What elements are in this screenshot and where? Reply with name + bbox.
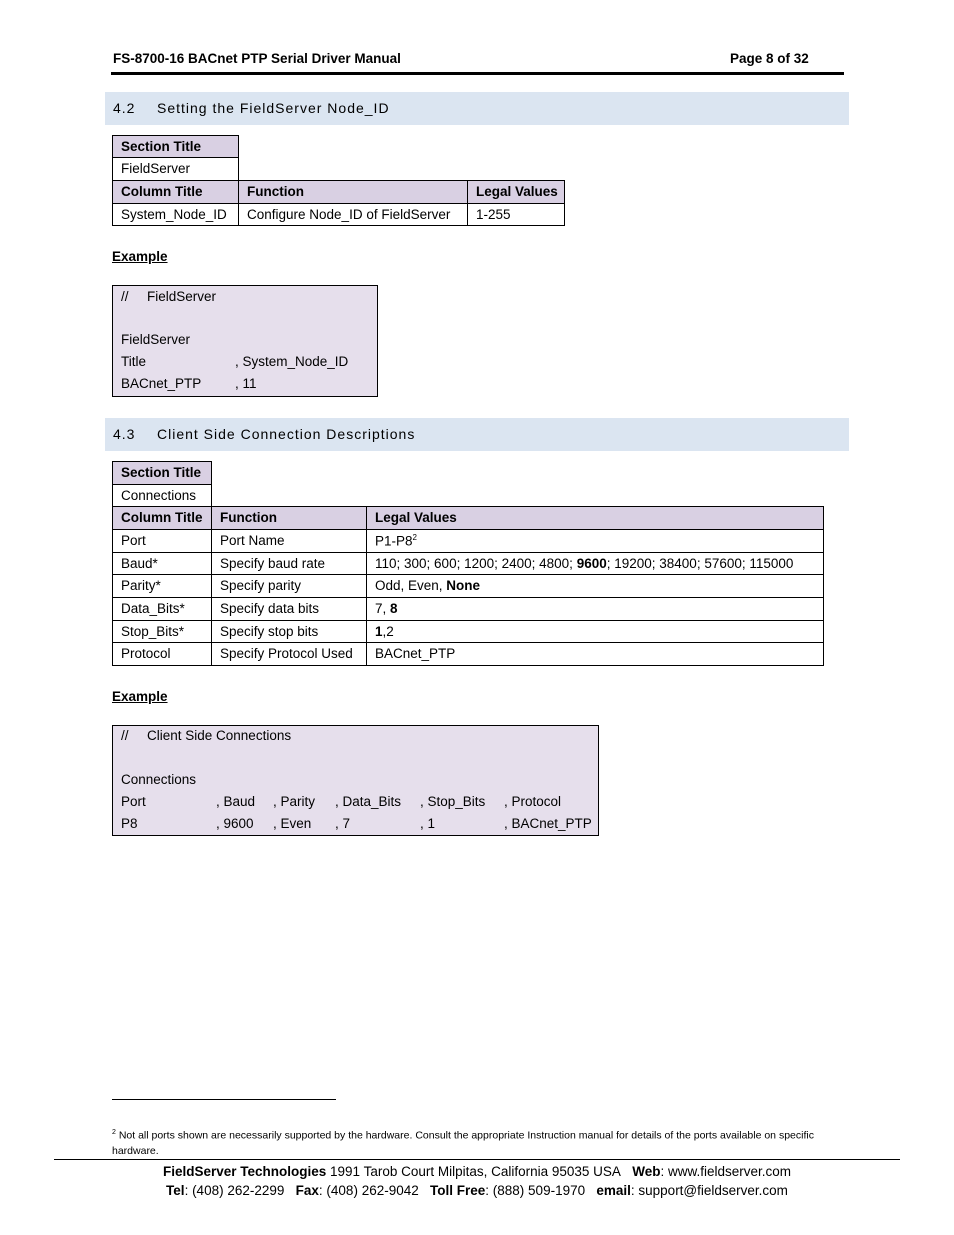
table-header-cell: Section Title xyxy=(112,135,239,158)
legal-value: 7, xyxy=(375,601,391,616)
company-address: 1991 Tarob Court Milpitas, California 95035 USA xyxy=(326,1164,621,1179)
section-number: 4.2 xyxy=(113,100,136,116)
code-comment: Client Side Connections xyxy=(147,728,292,743)
section-heading-4-3 xyxy=(105,418,849,451)
table-header-cell: Legal Values xyxy=(467,180,565,204)
table-cell: Connections xyxy=(112,484,212,507)
table-cell: 1-255 xyxy=(467,203,565,226)
footnote-text: Not all ports shown are necessarily supported by the hardware. Consult the appropriate Instruction manual for details of the ports available on specific hardware. xyxy=(112,1129,814,1157)
code-value: , Even xyxy=(273,816,312,831)
table-header-cell: Column Title xyxy=(112,506,212,530)
code-field: , System_Node_ID xyxy=(235,354,349,369)
tollfree-value: : (888) 509-1970 xyxy=(485,1183,586,1198)
table-cell: Baud* xyxy=(112,552,212,575)
page-number: Page 8 of 32 xyxy=(730,51,809,66)
code-value: , 9600 xyxy=(216,816,254,831)
example-label: Example xyxy=(112,249,168,264)
table-cell xyxy=(366,597,824,621)
code-field: , Baud xyxy=(216,794,256,809)
legal-value: Odd, Even, xyxy=(375,578,447,593)
fax-value: : (408) 262-9042 xyxy=(318,1183,419,1198)
code-comment: FieldServer xyxy=(147,289,217,304)
table-cell: Parity* xyxy=(112,574,212,598)
section-heading-4-2 xyxy=(105,92,849,125)
legal-value: 110; 300; 600; 1200; 2400; 4800; xyxy=(375,556,577,571)
table-header-cell: Section Title xyxy=(112,461,212,485)
code-example-box xyxy=(112,725,599,836)
table-cell: FieldServer xyxy=(112,157,239,181)
table-cell: Specify data bits xyxy=(211,597,367,621)
code-field: Title xyxy=(121,354,147,369)
code-field: , Parity xyxy=(273,794,316,809)
footnote-mark: 2 xyxy=(112,1129,116,1136)
tel-value: : (408) 262-2299 xyxy=(184,1183,285,1198)
table-cell: Specify stop bits xyxy=(211,620,367,643)
table-cell: Protocol xyxy=(112,642,212,666)
section-title: Setting the FieldServer Node_ID xyxy=(157,100,390,116)
table-cell: System_Node_ID xyxy=(112,203,239,226)
table-cell: Configure Node_ID of FieldServer xyxy=(238,203,468,226)
table-header-cell: Function xyxy=(238,180,468,204)
default-value: None xyxy=(446,578,481,593)
code-field: , Protocol xyxy=(504,794,562,809)
table-cell xyxy=(366,529,824,553)
web-label: Web xyxy=(632,1164,661,1179)
tollfree-label: Toll Free xyxy=(430,1183,486,1198)
code-field: , Stop_Bits xyxy=(420,794,486,809)
legal-value: ; 19200; 38400; 57600; 115000 xyxy=(606,556,794,571)
code-block-name: Connections xyxy=(121,772,197,787)
code-field: , Data_Bits xyxy=(335,794,402,809)
table-cell: Specify parity xyxy=(211,574,367,598)
code-block-name: FieldServer xyxy=(121,332,191,347)
legal-value: ,2 xyxy=(382,624,394,639)
code-example-box xyxy=(112,285,378,397)
document-title: FS-8700-16 BACnet PTP Serial Driver Manual xyxy=(113,51,401,66)
table-cell xyxy=(366,574,824,598)
footer-line-2 xyxy=(0,1183,954,1198)
header-rule xyxy=(111,72,844,75)
footer-rule xyxy=(54,1159,900,1160)
default-value: 1 xyxy=(375,624,383,639)
fax-label: Fax xyxy=(295,1183,319,1198)
table-header-cell: Column Title xyxy=(112,180,239,204)
footer-line-1 xyxy=(0,1164,954,1179)
table-cell: Port Name xyxy=(211,529,367,553)
code-comment-slashes: // xyxy=(121,728,129,743)
example-label: Example xyxy=(112,689,168,704)
section-number: 4.3 xyxy=(113,426,136,442)
footnote-ref: 2 xyxy=(412,533,417,542)
table-header-cell: Function xyxy=(211,506,367,530)
footnote xyxy=(112,1125,842,1159)
table-cell xyxy=(366,552,824,575)
code-value: , 11 xyxy=(235,376,257,391)
default-value: 8 xyxy=(390,601,398,616)
code-value: P8 xyxy=(121,816,138,831)
table-cell: Specify Protocol Used xyxy=(211,642,367,666)
email-value: : support@fieldserver.com xyxy=(630,1183,788,1198)
table-header-cell: Legal Values xyxy=(366,506,824,530)
section-title: Client Side Connection Descriptions xyxy=(157,426,416,442)
footnote-separator xyxy=(112,1099,336,1100)
table-cell: BACnet_PTP xyxy=(366,642,824,666)
tel-label: Tel xyxy=(166,1183,185,1198)
code-value: BACnet_PTP xyxy=(121,376,202,391)
legal-value: P1-P8 xyxy=(375,533,413,549)
default-value: 9600 xyxy=(576,556,607,571)
code-value: , BACnet_PTP xyxy=(504,816,592,831)
code-value: , 1 xyxy=(420,816,436,831)
table-cell: Stop_Bits* xyxy=(112,620,212,643)
table-cell: Port xyxy=(112,529,212,553)
web-value: : www.fieldserver.com xyxy=(660,1164,792,1179)
code-field: Port xyxy=(121,794,146,809)
company-name: FieldServer Technologies xyxy=(162,1164,327,1179)
table-cell: Data_Bits* xyxy=(112,597,212,621)
table-cell: Specify baud rate xyxy=(211,552,367,575)
code-value: , 7 xyxy=(335,816,351,831)
code-comment-slashes: // xyxy=(121,289,129,304)
table-cell xyxy=(366,620,824,643)
email-label: email xyxy=(596,1183,631,1198)
